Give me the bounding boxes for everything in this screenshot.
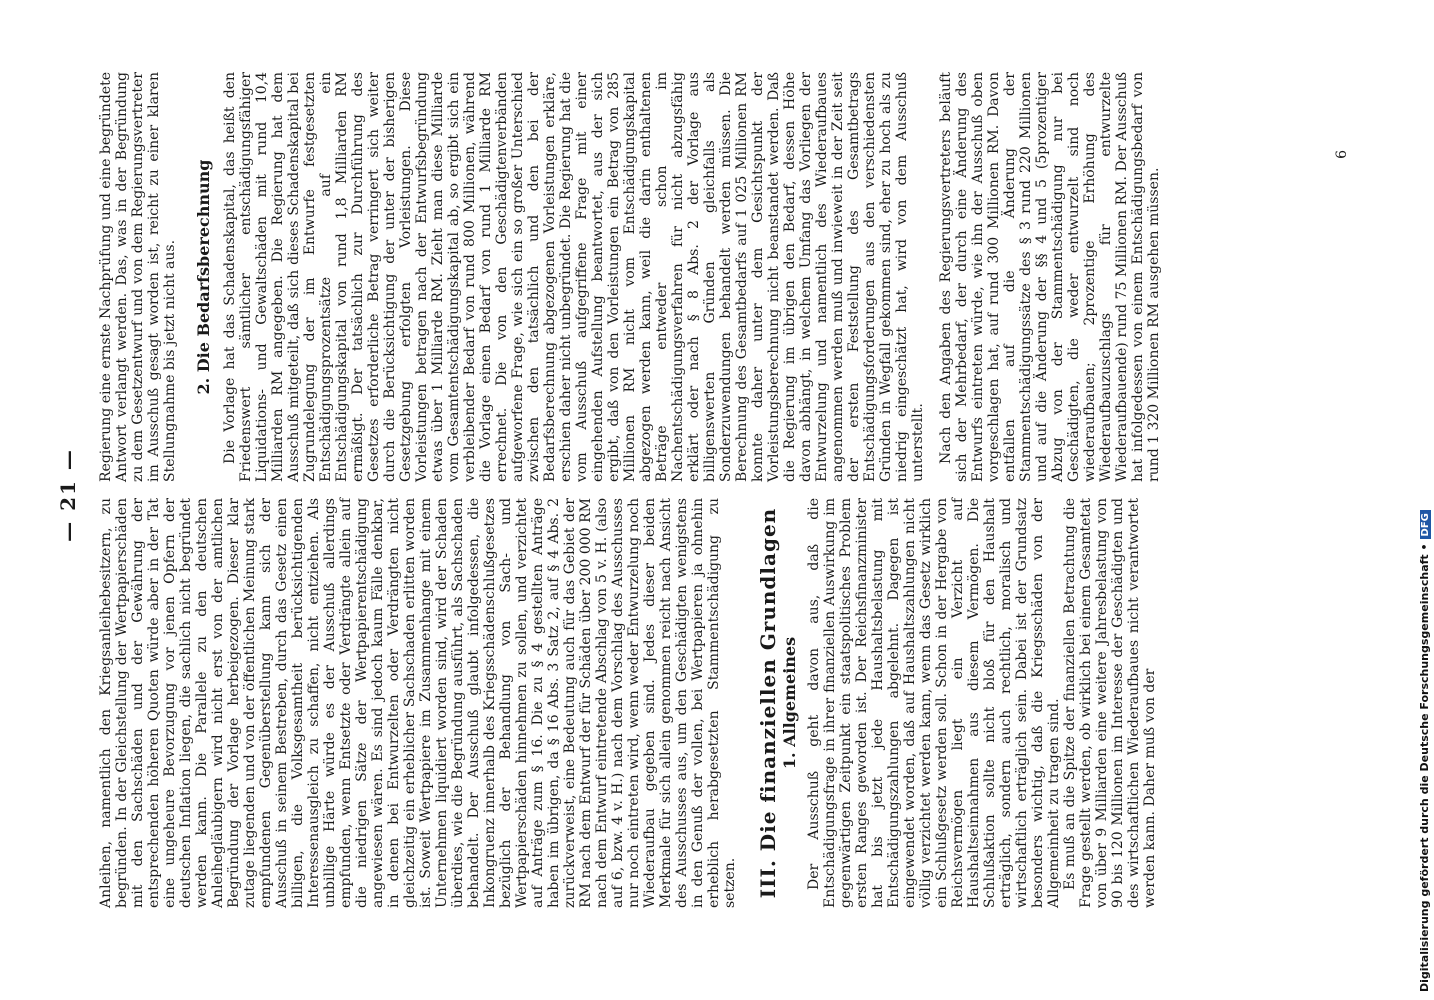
right-column	[98, 72, 1162, 482]
right-paragraph-2: Die Vorlage hat das Schadenskapital, das heißt den Friedenswert sämtlicher entschädigungsfähiger Liquidations- und Gewaltschäden mit rund 10,4 Milliarden RM angegeben. Die Regierung hat dem Ausschuß mitgeteilt, daß sich dieses Schadenskapital bei Zugrundelegung der im Entwurfe festgesetzten Entschädigungsprozentsätze auf ein Entschädigungskapital von rund 1,8 Milliarden RM ermäßigt. Der tatsächlich zur Durchführung des Gesetzes erforderliche Betrag verringert sich weiter durch die Berücksichtigung der unter der bisherigen Gesetzgebung erfolgten Vorleistungen. Diese Vorleistungen betragen nach der Entwurfsbegründung etwas über 1 Milliarde RM. Zieht man diese Milliarde vom Gesamtentschädigungskapital ab, so ergibt sich ein verbleibender Bedarf von rund 800 Millionen, während die Vorlage einen Bedarf von rund 1 Milliarde RM errechnet. Die von den Geschädigtenverbänden aufgeworfene Frage, wie sich ein so großer Unterschied zwischen den tatsächlich und den bei der Bedarfsberechnung abgezogenen Vorleistungen erkläre, erschien daher nicht unbegründet. Die Regierung hat die vom Ausschuß aufgegriffene Frage mit einer eingehenden Aufstellung beantwortet, aus der sich ergibt, daß von den Vorleistungen ein Betrag von 285 Millionen RM nicht vom Entschädigungskapital abgezogen werden kann, weil die darin enthaltenen Beträge entweder schon im Nachentschädigungsverfahren für nicht abzugsfähig erklärt oder nach § 8 Abs. 2 der Vorlage aus billigenswerten Gründen gleichfalls als Sonderzuwendungen behandelt werden müssen. Die Berechnung des Gesamtbedarfs auf 1 025 Millionen RM konnte daher unter dem Gesichtspunkt der Vorleistungsberechnung nicht beanstandet werden. Daß die Regierung im übrigen den Bedarf, dessen Höhe davon abhängt, in welchem Umfang das Vorliegen der Entwurzelung und namentlich des Wiederaufbaues angenommen werden muß und inwieweit in der Zeit seit der ersten Feststellung des Gesamtbetrags Entschädigungsforderungen aus den verschiedensten Gründen in Wegfall gekommen sind, eher zu hoch als zu niedrig eingeschätzt hat, wird von dem Ausschuß unterstellt.	[222, 72, 926, 482]
scanned-page	[50, 70, 1390, 920]
subsection-title-allgemeines: 1. Allgemeines	[780, 636, 799, 770]
left-intro-paragraph: Anleihen, namentlich den Kriegsanleihebesitzern, zu begründen. In der Gleichstellung der Wertpapierschäden mit den Sachschäden und der Gewährung der entsprechenden höheren Quoten würde aber in der Tat eine ungeheure Bevorzugung vor jenen Opfern der deutschen Inflation liegen, die sachlich nicht begründet werden kann. Die Parallele zu den deutschen Anleihegläubigern wird nicht erst von der amtlichen Begründung der Vorlage herbeigezogen. Dieser klar zutage liegenden und von der öffentlichen Meinung stark empfundenen Gegenüberstellung kann sich der Ausschuß in seinem Bestreben, durch das Gesetz einen billigen, die Volksgesamtheit berücksichtigenden Interessenausgleich zu schaffen, nicht entziehen. Als unbillige Härte würde es der Ausschuß allerdings empfunden, wenn Entsetzte oder Verdrängte allein auf die niedrigen Sätze der Wertpapierentschädigung angewiesen wären. Es sind jedoch kaum Fälle denkbar, in denen bei Entwurzelten oder Verdrängten nicht gleichzeitig ein erheblicher Sachschaden erlitten worden ist. Soweit Wertpapiere im Zusammenhange mit einem Unternehmen liquidiert worden sind, wird der Schaden überdies, wie die Begründung ausführt, als Sachschaden behandelt. Der Ausschuß glaubt infolgedessen, die Inkongruenz innerhalb des Kriegsschädenschlußgesetzes bezüglich der Behandlung von Sach- und Wertpapierschäden hinnehmen zu sollen, und verzichtet auf Anträge zum § 16. Die zu § 4 gestellten Anträge haben im übrigen, da § 16 Abs. 3 Satz 2, auf § 4 Abs. 2 zurückverweist, eine Bedeutung auch für das Gebiet der RM nach dem Entwurf der für Schäden über 200 000 RM nach dem Entwurf eintretende Abschlag von 5 v. H. (also auf 6, bzw. 4 v. H.) nach dem Vorschlag des Ausschusses nur noch eintreten wird, wenn weder Entwurzelung noch Wiederaufbau gegeben sind. Jedes dieser beiden Merkmale für sich allein genommen reicht nach Ansicht des Ausschusses aus, um den Geschädigten wenigstens in den Genuß der vollen, bei Wertpapieren ja ohnehin erheblich herabgesetzten Stammentschädigung zu setzen.	[98, 498, 738, 908]
section-title: III. Die finanziellen Grundlagen	[756, 507, 780, 899]
left-column	[98, 498, 1158, 908]
right-intro-paragraph: Regierung eine ernste Nachprüfung und eine begründete Antwort verlangt werden. Das, was in der Begründung zu dem Gesetzentwurf und von dem Regierungsvertreter im Ausschuß gesagt worden ist, reicht zu einer klaren Stellungnahme bis jetzt nicht aus.	[98, 72, 178, 482]
left-paragraph-2: Der Ausschuß geht davon aus, daß die Entschädigungsfrage in ihrer finanziellen Auswirkung im gegenwärtigen Zeitpunkt ein staatspolitisches Problem ersten Ranges geworden ist. Der Reichsfinanzminister hat bis jetzt jede Haushaltsbelastung mit Entschädigungszahlungen abgelehnt. Dagegen ist eingewendet worden, daß auf Haushaltszahlungen nicht völlig verzichtet werden kann, wenn das Gesetz wirklich ein Schlußgesetz werden soll. Schon in der Hergabe von Reichsvermögen liegt ein Verzicht auf Haushaltseinnahmen aus diesem Vermögen. Die Schlußaktion sollte nicht bloß für den Haushalt erträglich, sondern auch rechtlich, moralisch und wirtschaftlich erträglich sein. Dabei ist der Grundsatz besonders wichtig, daß die Kriegsschäden von der Allgemeinheit zu tragen sind.	[806, 498, 1062, 908]
subsection-title-bedarfsberechnung: 2. Die Bedarfsberechnung	[194, 159, 213, 395]
page-header: — 21 —	[56, 448, 80, 542]
credit-text: Digitalisierung gefördert durch die Deutsche Forschungsgemeinschaft •	[1418, 543, 1431, 992]
left-paragraph-3: Es muß an die Spitze der finanziellen Betrachtung die Frage gestellt werden, ob wirklich bei einem Gesamtetat von über 9 Milliarden eine weitere Jahresbelastung von 90 bis 120 Millionen im Interesse der Geschädigten und des wirtschaftlichen Wiederaufbaues nicht verantwortet werden kann. Daher muß von der	[1062, 498, 1158, 908]
right-paragraph-3: Nach den Angaben des Regierungsvertreters beläuft sich der Mehrbedarf, der durch eine Änderung des Entwurfs eintreten würde, wie ihn der Ausschuß oben vorgeschlagen hat, auf rund 300 Millionen RM. Davon entfallen auf die Änderung der Stammentschädigungssätze des § 3 rund 220 Millionen und auf die Änderung der §§ 4 und 5 (5prozentiger Abzug von der Stammentschädigung nur bei Geschädigten, die weder entwurzelt sind noch wiederaufbauen; 2prozentige Erhöhung des Wiederaufbauzuschlags für entwurzelte Wiederaufbauende) rund 75 Millionen RM. Der Ausschuß hat infolgedessen von einem Entschädigungsbedarf von rund 1 320 Millionen RM ausgehen müssen.	[938, 72, 1162, 482]
dfg-logo: DFG	[1420, 510, 1431, 539]
digitization-credit	[1418, 510, 1431, 992]
page-number: 6	[1334, 150, 1350, 159]
